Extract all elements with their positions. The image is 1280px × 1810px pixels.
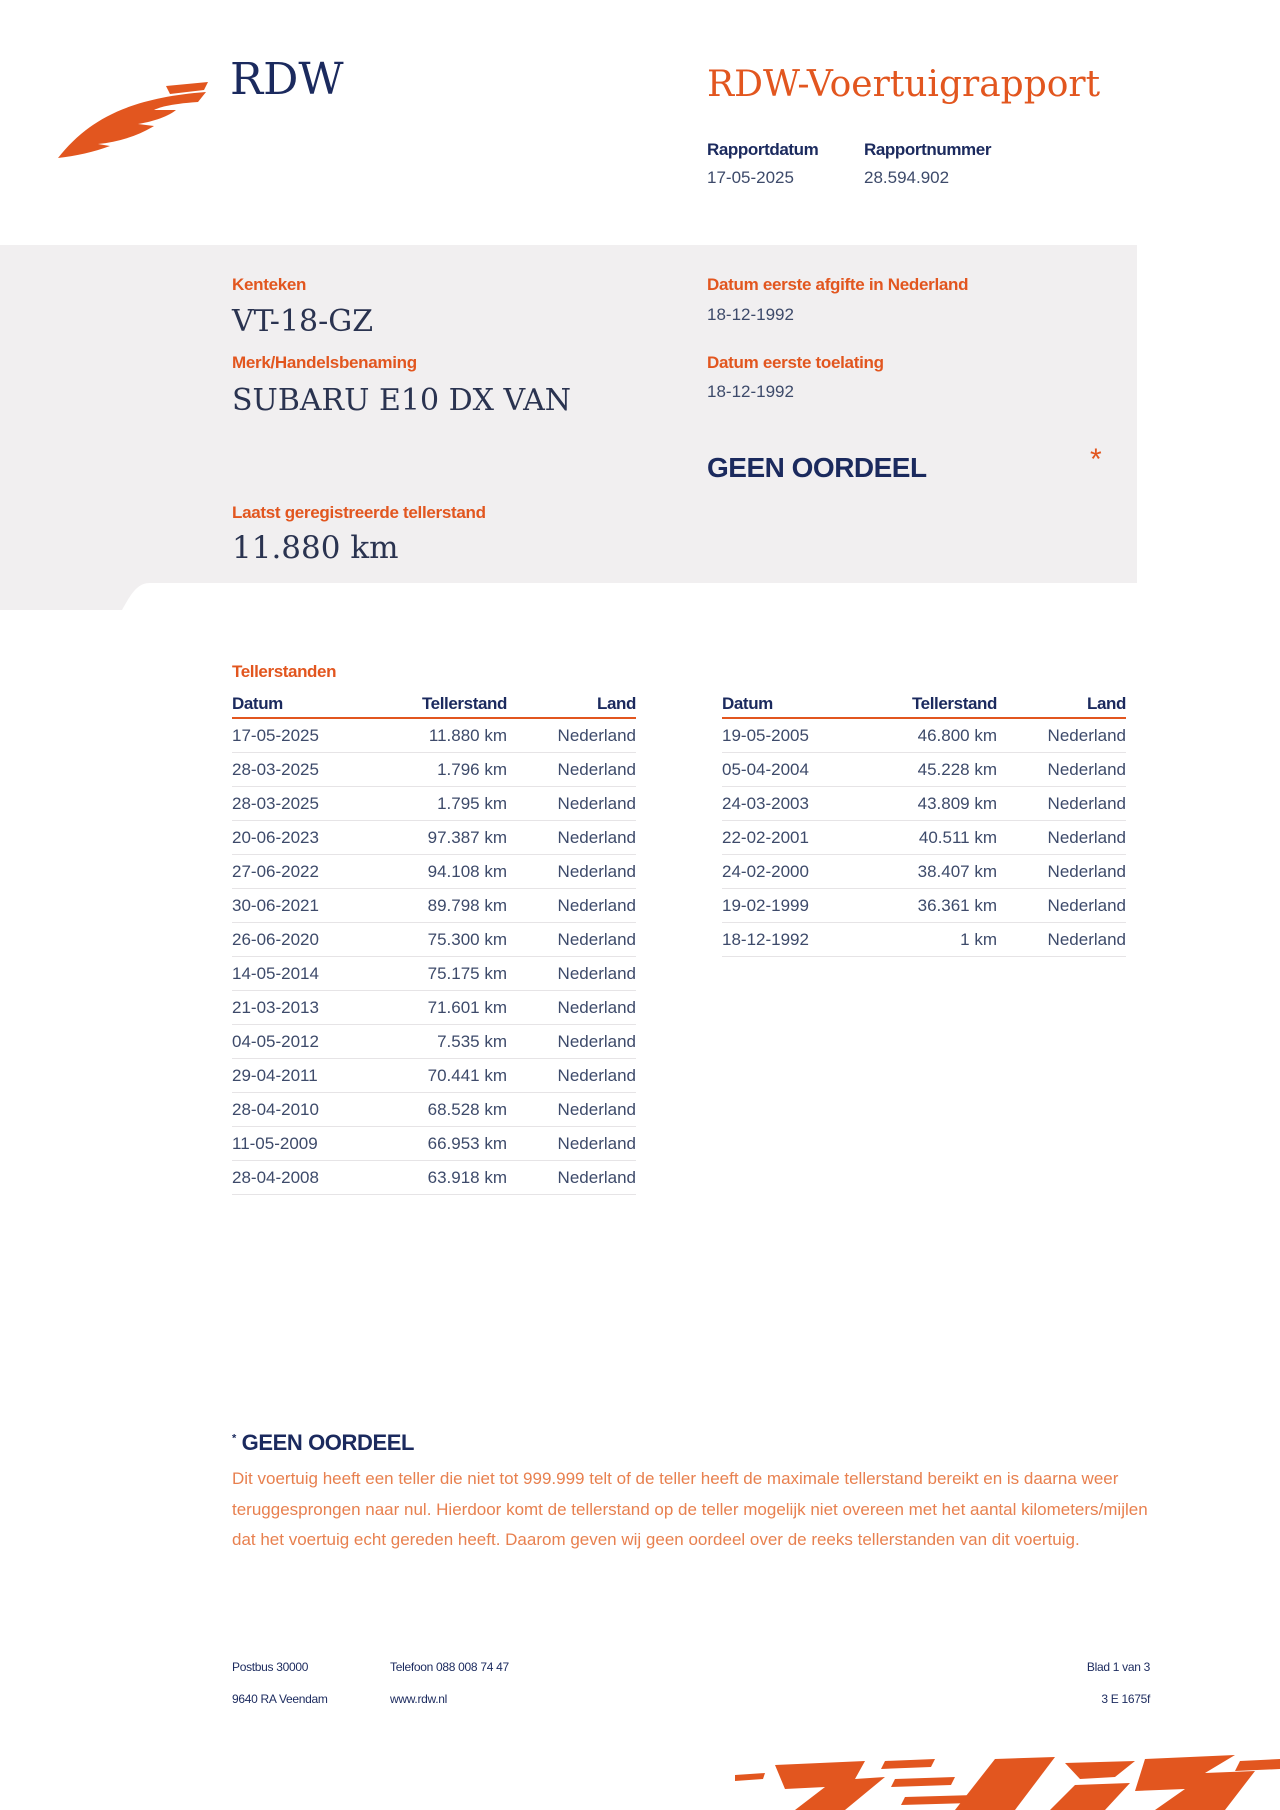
col-tellerstand: Tellerstand bbox=[421, 694, 507, 713]
table-row bbox=[232, 787, 636, 821]
merk-value: SUBARU E10 DX VAN bbox=[232, 383, 572, 418]
table-row bbox=[232, 719, 636, 753]
cell-tellerstand: 1.796 km bbox=[437, 759, 507, 779]
cell-tellerstand: 75.175 km bbox=[427, 963, 507, 983]
table-body bbox=[232, 719, 636, 1195]
footer-doc-code: 3 E 1675f bbox=[1101, 1692, 1150, 1706]
cell-tellerstand: 94.108 km bbox=[427, 861, 507, 881]
col-datum: Datum bbox=[722, 694, 773, 713]
cell-land: Nederland bbox=[557, 997, 636, 1017]
table-row bbox=[232, 821, 636, 855]
table-row bbox=[722, 821, 1126, 855]
table-row bbox=[722, 923, 1126, 957]
laatste-tellerstand-value: 11.880 km bbox=[232, 530, 399, 566]
toelating-value: 18-12-1992 bbox=[707, 382, 794, 401]
cell-land: Nederland bbox=[557, 1133, 636, 1153]
cell-land: Nederland bbox=[557, 963, 636, 983]
table-row bbox=[232, 991, 636, 1025]
cell-tellerstand: 97.387 km bbox=[427, 827, 507, 847]
footer-page-number: Blad 1 van 3 bbox=[1086, 1660, 1150, 1674]
cell-land: Nederland bbox=[557, 895, 636, 915]
cell-datum: 19-05-2005 bbox=[722, 725, 809, 745]
cell-datum: 14-05-2014 bbox=[232, 963, 319, 983]
kenteken-label: Kenteken bbox=[232, 275, 307, 294]
note-title bbox=[232, 1430, 414, 1456]
cell-tellerstand: 75.300 km bbox=[427, 929, 507, 949]
cell-land: Nederland bbox=[1047, 725, 1126, 745]
cell-tellerstand: 1.795 km bbox=[437, 793, 507, 813]
cell-tellerstand: 11.880 km bbox=[428, 725, 507, 745]
oordeel-status: GEEN OORDEEL bbox=[707, 452, 927, 483]
cell-tellerstand: 7.535 km bbox=[437, 1031, 507, 1051]
report-title: RDW-Voertuigrapport bbox=[707, 64, 1101, 105]
cell-land: Nederland bbox=[557, 1065, 636, 1085]
cell-datum: 17-05-2025 bbox=[232, 725, 319, 745]
cell-datum: 28-04-2010 bbox=[232, 1099, 319, 1119]
cell-datum: 21-03-2013 bbox=[232, 997, 319, 1017]
tellerstanden-title: Tellerstanden bbox=[232, 662, 337, 681]
cell-datum: 04-05-2012 bbox=[232, 1031, 319, 1051]
cell-tellerstand: 71.601 km bbox=[427, 997, 507, 1017]
table-row bbox=[232, 923, 636, 957]
cell-land: Nederland bbox=[1047, 793, 1126, 813]
cell-datum: 28-04-2008 bbox=[232, 1167, 319, 1187]
cell-tellerstand: 1 km bbox=[960, 929, 997, 949]
col-tellerstand: Tellerstand bbox=[911, 694, 997, 713]
table-row bbox=[232, 957, 636, 991]
cell-tellerstand: 36.361 km bbox=[917, 895, 997, 915]
note-text: Dit voertuig heeft een teller die niet tot 999.999 telt of de teller heeft de maximale tellerstand bereikt en is daarna weer teruggesprongen naar nul. Hierdoor komt de tellerstand op de teller mogelijk niet overeen met het aantal kilometers/mijlen dat het voertuig echt gereden heeft. Daarom geven wij geen oordeel over de reeks tellerstanden van dit voertuig. bbox=[232, 1469, 1148, 1549]
rapportdatum-label: Rapportdatum bbox=[707, 140, 819, 159]
cell-datum: 05-04-2004 bbox=[722, 759, 809, 779]
cell-datum: 28-03-2025 bbox=[232, 793, 319, 813]
cell-land: Nederland bbox=[1047, 929, 1126, 949]
rdw-stripes-icon bbox=[735, 1755, 1280, 1810]
cell-tellerstand: 40.511 km bbox=[918, 827, 997, 847]
table-row bbox=[232, 1059, 636, 1093]
cell-datum: 24-02-2000 bbox=[722, 861, 809, 881]
table-row bbox=[722, 719, 1126, 753]
cell-datum: 18-12-1992 bbox=[722, 929, 809, 949]
cell-land: Nederland bbox=[557, 725, 636, 745]
laatste-tellerstand-label: Laatst geregistreerde tellerstand bbox=[232, 503, 486, 522]
afgifte-value: 18-12-1992 bbox=[707, 305, 794, 324]
footer-telefoon: Telefoon 088 008 74 47 bbox=[390, 1660, 509, 1674]
note-marker: * bbox=[232, 1432, 236, 1445]
rapportnummer-label: Rapportnummer bbox=[864, 140, 992, 159]
footer-web-link[interactable]: www.rdw.nl bbox=[390, 1692, 448, 1706]
cell-datum: 30-06-2021 bbox=[232, 895, 319, 915]
table-body bbox=[722, 719, 1126, 957]
oordeel-marker: * bbox=[1090, 443, 1102, 476]
cell-datum: 26-06-2020 bbox=[232, 929, 319, 949]
panel-tab-shape bbox=[0, 582, 1137, 610]
cell-land: Nederland bbox=[557, 827, 636, 847]
kenteken-value: VT-18-GZ bbox=[232, 304, 374, 339]
table-header bbox=[722, 688, 1126, 719]
cell-datum: 27-06-2022 bbox=[232, 861, 319, 881]
table-row bbox=[232, 1127, 636, 1161]
table-row bbox=[722, 753, 1126, 787]
cell-land: Nederland bbox=[1047, 895, 1126, 915]
cell-land: Nederland bbox=[557, 1031, 636, 1051]
footer-postbus: Postbus 30000 bbox=[232, 1660, 309, 1674]
rapportnummer-value: 28.594.902 bbox=[864, 168, 950, 187]
cell-land: Nederland bbox=[1047, 827, 1126, 847]
cell-tellerstand: 46.800 km bbox=[917, 725, 997, 745]
cell-datum: 24-03-2003 bbox=[722, 793, 809, 813]
cell-land: Nederland bbox=[1047, 861, 1126, 881]
table-row bbox=[232, 855, 636, 889]
afgifte-label: Datum eerste afgifte in Nederland bbox=[707, 275, 969, 294]
cell-land: Nederland bbox=[557, 759, 636, 779]
cell-datum: 19-02-1999 bbox=[722, 895, 809, 915]
cell-datum: 22-02-2001 bbox=[722, 827, 809, 847]
cell-tellerstand: 66.953 km bbox=[427, 1133, 507, 1153]
cell-tellerstand: 43.809 km bbox=[917, 793, 997, 813]
cell-tellerstand: 89.798 km bbox=[427, 895, 507, 915]
cell-datum: 29-04-2011 bbox=[232, 1065, 318, 1085]
table-row bbox=[722, 855, 1126, 889]
table-header bbox=[232, 688, 636, 719]
cell-land: Nederland bbox=[557, 1099, 636, 1119]
tellerstanden-table-left bbox=[232, 688, 636, 1195]
col-land: Land bbox=[596, 694, 636, 713]
footer-plaats: 9640 RA Veendam bbox=[232, 1692, 328, 1706]
col-datum: Datum bbox=[232, 694, 283, 713]
col-land: Land bbox=[1086, 694, 1126, 713]
cell-land: Nederland bbox=[557, 793, 636, 813]
cell-tellerstand: 63.918 km bbox=[427, 1167, 507, 1187]
cell-land: Nederland bbox=[557, 929, 636, 949]
merk-label: Merk/Handelsbenaming bbox=[232, 353, 417, 372]
table-row bbox=[722, 787, 1126, 821]
cell-datum: 11-05-2009 bbox=[232, 1133, 318, 1153]
cell-tellerstand: 38.407 km bbox=[917, 861, 997, 881]
cell-land: Nederland bbox=[1047, 759, 1126, 779]
table-row bbox=[232, 889, 636, 923]
cell-tellerstand: 70.441 km bbox=[427, 1065, 507, 1085]
cell-land: Nederland bbox=[557, 861, 636, 881]
logo-text: RDW bbox=[230, 54, 344, 105]
toelating-label: Datum eerste toelating bbox=[707, 353, 884, 372]
table-row bbox=[722, 889, 1126, 923]
rapportdatum-value: 17-05-2025 bbox=[707, 168, 794, 187]
tellerstanden-table-right bbox=[722, 688, 1126, 957]
note-title-text: GEEN OORDEEL bbox=[241, 1430, 415, 1455]
cell-datum: 20-06-2023 bbox=[232, 827, 319, 847]
table-row bbox=[232, 1093, 636, 1127]
cell-land: Nederland bbox=[557, 1167, 636, 1187]
table-row bbox=[232, 1161, 636, 1195]
cell-datum: 28-03-2025 bbox=[232, 759, 319, 779]
cell-tellerstand: 68.528 km bbox=[427, 1099, 507, 1119]
table-row bbox=[232, 1025, 636, 1059]
table-row bbox=[232, 753, 636, 787]
rdw-logo-icon bbox=[58, 80, 210, 160]
cell-tellerstand: 45.228 km bbox=[917, 759, 997, 779]
